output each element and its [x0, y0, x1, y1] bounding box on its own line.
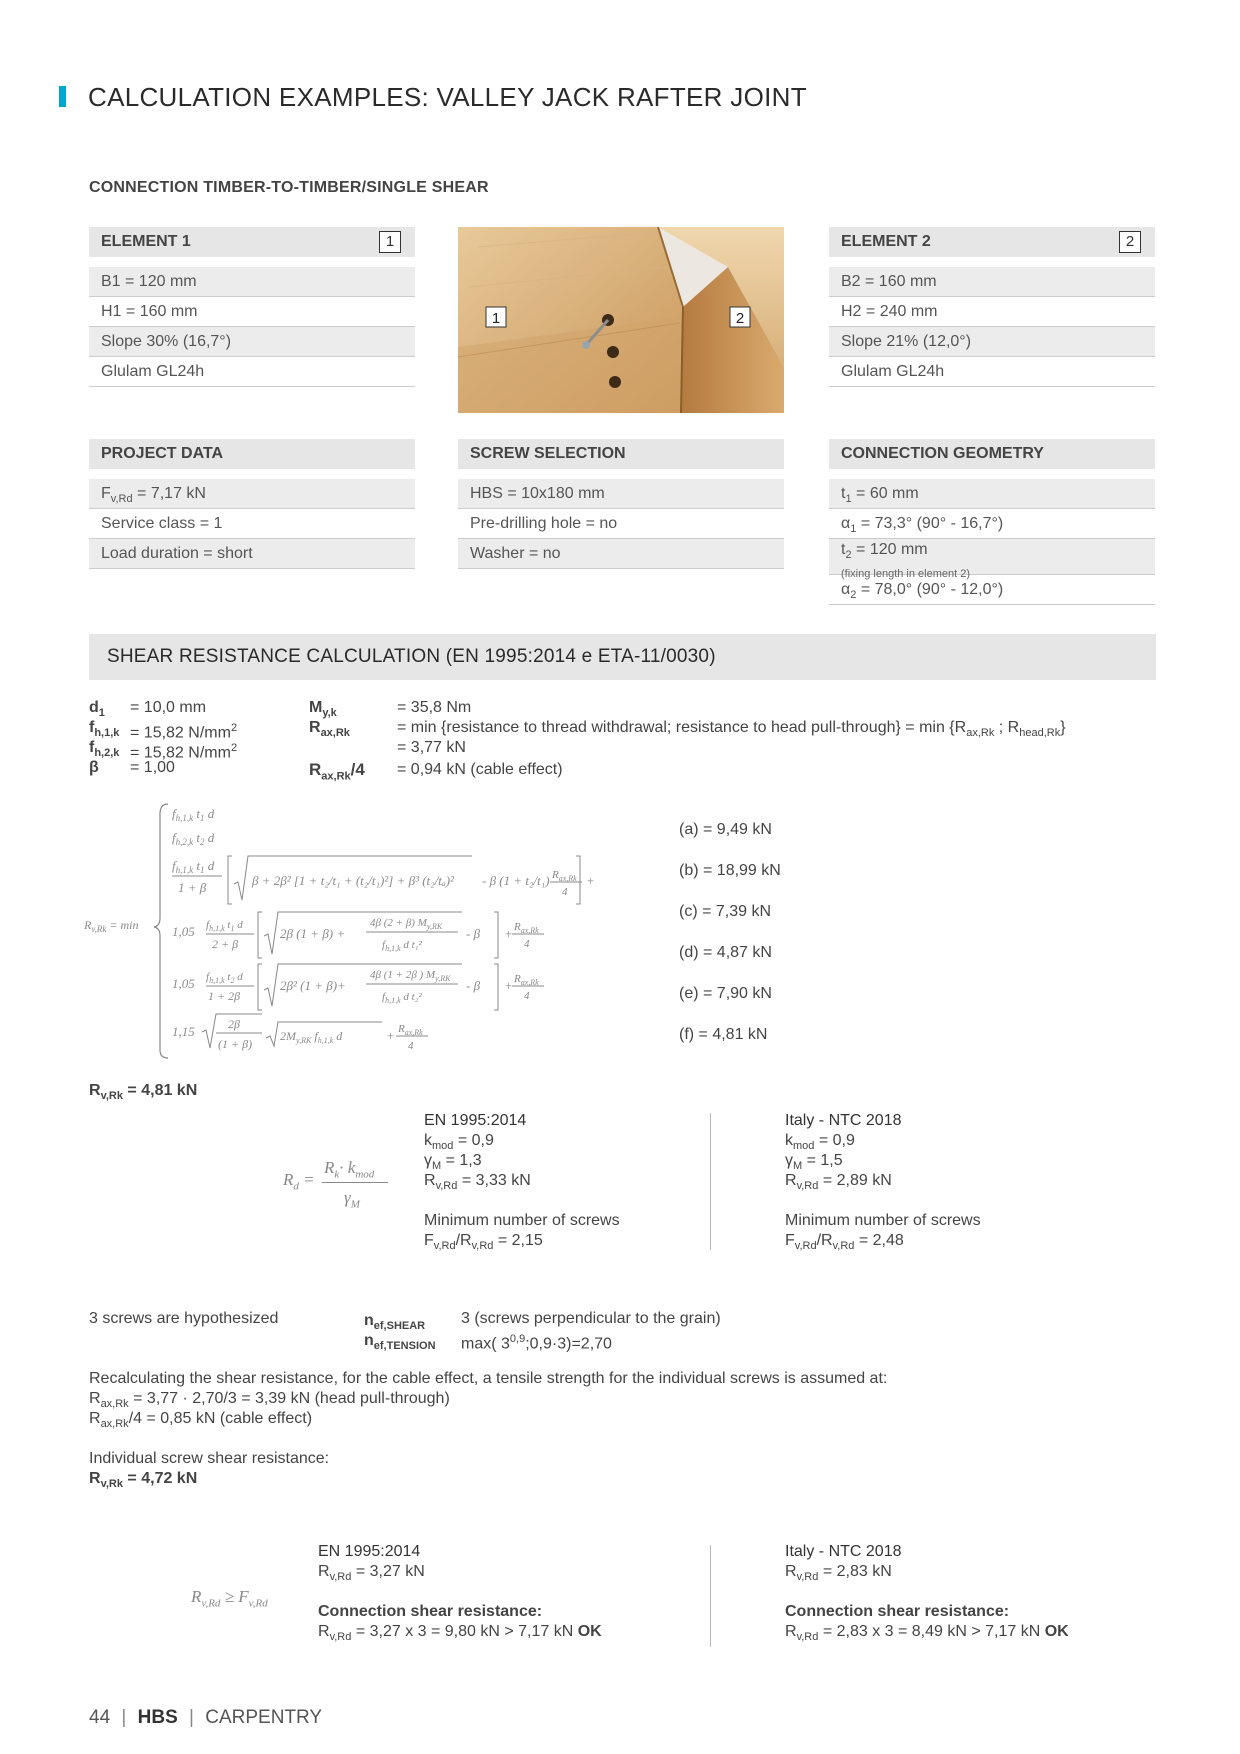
result-f: (f) = 4,81 kN: [679, 1026, 768, 1043]
screw-selection-panel: [458, 439, 784, 569]
svg-text:- β: - β: [466, 978, 481, 993]
svg-text:4: 4: [562, 886, 568, 898]
design1-en-min: Minimum number of screws: [424, 1212, 620, 1229]
param-beta-value: = 1,00: [130, 759, 175, 776]
svg-text:2β: 2β: [228, 1017, 240, 1031]
formula-mode-b: $f_{h,2,k}$ $t_2$ d: [172, 830, 215, 847]
svg-text:1,05: 1,05: [172, 924, 195, 939]
svg-text:fh,1,k t2 d: $f_{h,1,k}$ $t_2$ d: [206, 971, 243, 985]
param-my-value: = 35,8 Nm: [397, 699, 472, 716]
design2-en-conn: Connection shear resistance:: [318, 1603, 543, 1620]
joint-illustration: [458, 227, 784, 413]
element1-panel: [89, 227, 415, 387]
recalc-text: Recalculating the shear resistance, for the cable effect, a tensile strength for the individual screws is assumed at:: [89, 1370, 888, 1387]
joint-photo: [458, 227, 784, 413]
design2-it-check: $R_{v,Rd} = 2,83$ x 3 = 8,49 kN > 7,17 kN OK: [785, 1623, 1069, 1644]
design1-it-gm: $\gamma_M = 1,5$: [785, 1152, 843, 1173]
param-d1-value: = 10,0 mm: [130, 699, 207, 716]
svg-text:4: 4: [524, 990, 530, 1002]
svg-text:1 + β: 1 + β: [178, 880, 207, 895]
param-rax: $R_{ax,Rk}$: [309, 719, 350, 740]
footer-brand: HBS: [137, 1707, 178, 1728]
svg-text:2β (1 + β) +: 2β (1 + β) +: [280, 926, 346, 941]
design2-divider: [710, 1545, 711, 1647]
svg-text:4: 4: [408, 1040, 414, 1052]
element2-row: Glulam GL24h: [829, 357, 1155, 387]
formula-mode-d: [172, 912, 513, 958]
svg-text:Rax,Rk: $R_{ax,Rk}$: [514, 921, 539, 935]
svg-text:fh,1,k d t₂²: $f_{h,1,k}$ d t₂²: [382, 991, 422, 1005]
design1-it-ratio: $F_{v,Rd}/R_{v,Rd} = 2,48$: [785, 1232, 904, 1253]
param-fh2-value: = 15,82 $N/mm^2$: [130, 742, 238, 762]
element2-row: B2 = 160 mm: [829, 267, 1155, 297]
footer-section: CARPENTRY: [205, 1707, 323, 1728]
recalc-line1: $R_{ax,Rk} = 3,77 \cdot 2,70/3 = 3,39$ kN (head pull-through): [89, 1390, 450, 1411]
param-fh1-value: = 15,82 $N/mm^2$: [130, 722, 238, 742]
svg-text:(1 + β): (1 + β): [218, 1037, 253, 1051]
section-title-band: SHEAR RESISTANCE CALCULATION (EN 1995:2014 e ETA-11/0030): [89, 634, 1156, 680]
geometry-t2-row: $t_2 = 120$ mm (fixing length in element 2): [829, 539, 1155, 575]
title-accent-bar: [59, 86, 66, 107]
geometry-a1-row: $\alpha_1 = 73,3^\circ$ (90° - 16,7°): [829, 509, 1155, 539]
svg-text:fh,1,k t1 d: $f_{h,1,k}$ $t_1$ d: [172, 858, 215, 875]
svg-text:4β (1 + 2β ) My,RK: 4β (1 + 2β ) $M_{y,RK}$: [370, 969, 451, 983]
project-force-row: $F_{v,Rd} = 7,17$ kN: [89, 479, 415, 509]
design1-it-kmod: $k_{mod} = 0,9$: [785, 1132, 855, 1153]
svg-text:- β: - β: [466, 926, 481, 941]
element2-row: H2 = 240 mm: [829, 297, 1155, 327]
hypothesis-text: 3 screws are hypothesized: [89, 1310, 279, 1327]
rvrk-result: $R_{v,Rk} = 4,81$ kN: [89, 1082, 198, 1103]
param-beta: β: [89, 759, 99, 776]
svg-text:+: +: [504, 926, 513, 941]
element1-row: H1 = 160 mm: [89, 297, 415, 327]
formula-cable-terms: [396, 869, 582, 1052]
failure-mode-formula: [82, 800, 602, 1060]
param-rax-value-2: = 3,77 kN: [397, 739, 466, 756]
design1-en-rvrd: $R_{v,Rd} = 3,33$ kN: [424, 1172, 531, 1193]
screw-selection-header: SCREW SELECTION: [458, 439, 784, 469]
photo-label-2: 2: [735, 310, 745, 327]
element1-row: Slope 30% (16,7°): [89, 327, 415, 357]
design2-it-conn: Connection shear resistance:: [785, 1603, 1010, 1620]
nef-tension-value: max( $3^{0,9};0,9\cdot 3)=2,70$: [461, 1333, 612, 1353]
element1-header: ELEMENT 1 1: [89, 227, 415, 257]
param-rax-value: = min {resistance to thread withdrawal; resistance to head pull-through} = $\min \{R_{ax,Rk}$ ; $R_{head,Rk}$}: [397, 719, 1066, 740]
design1-lhs: $R_d$ =: [283, 1170, 315, 1193]
project-data-panel: [89, 439, 415, 569]
nef-shear-value: 3 (screws perpendicular to the grain): [461, 1310, 721, 1327]
svg-text:Rax,Rk: $R_{ax,Rk}$: [514, 973, 539, 987]
individual-result: $R_{v,Rk} = 4,72$ kN: [89, 1470, 198, 1491]
element2-header: ELEMENT 2 2: [829, 227, 1155, 257]
svg-text:fh,1,k d t₁²: $f_{h,1,k}$ d t₁²: [382, 939, 422, 953]
nef-shear-label: $n_{ef,SHEAR}$: [364, 1312, 426, 1333]
geometry-a2-row: $\alpha_2 = 78,0^\circ$ (90° - 12,0°): [829, 575, 1155, 605]
screw-row: Washer = no: [458, 539, 784, 569]
param-fh2: $f_{h,2,k}$: [89, 739, 120, 760]
design1-en-kmod: $k_{mod} = 0,9$: [424, 1132, 494, 1153]
param-fh1: $f_{h,1,k}$: [89, 719, 120, 740]
element1-number: 1: [379, 231, 401, 253]
element1-row: Glulam GL24h: [89, 357, 415, 387]
screw-row: HBS = 10x180 mm: [458, 479, 784, 509]
svg-text:Rax,Rk: $R_{ax,Rk}$: [398, 1023, 423, 1037]
geometry-t2-note: (fixing length in element 2): [841, 568, 971, 581]
element1-row: B1 = 120 mm: [89, 267, 415, 297]
formula-mode-a: $f_{h,1,k}$ $t_1$ d: [172, 806, 215, 823]
element2-row: Slope 21% (12,0°): [829, 327, 1155, 357]
formula-mode-f: [172, 1014, 395, 1051]
result-d: (d) = 4,87 kN: [679, 944, 772, 961]
svg-text:+: +: [586, 873, 595, 888]
svg-text:1,05: 1,05: [172, 976, 195, 991]
screw-row: Pre-drilling hole = no: [458, 509, 784, 539]
design2-it-rvrd: $R_{v,Rd} = 2,83$ kN: [785, 1563, 892, 1584]
svg-text:+: +: [386, 1028, 395, 1043]
svg-text:4β (2 + β) My,RK: 4β (2 + β) $M_{y,RK}$: [370, 917, 443, 931]
formula-mode-e: [172, 964, 513, 1010]
page-number: 44: [89, 1707, 111, 1728]
page-footer: 44 | HBS | CARPENTRY: [89, 1707, 323, 1728]
design1-en-title: EN 1995:2014: [424, 1112, 527, 1129]
geometry-t1-row: $t_1 = 60$ mm: [829, 479, 1155, 509]
result-a: (a) = 9,49 kN: [679, 821, 772, 838]
svg-text:4: 4: [524, 938, 530, 950]
design2-en-rvrd: $R_{v,Rd} = 3,27$ kN: [318, 1563, 425, 1584]
svg-text:+: +: [504, 978, 513, 993]
design1-it-title: Italy - NTC 2018: [785, 1112, 902, 1129]
svg-text:β + 2β² [1 + t₂/t₁ + (t₂/t₁)²]: β + 2β² [1 + t₂/t₁ + (t₂/t₁)²] + β³ (t₂/tₐ)²: [252, 873, 454, 888]
page-title: CALCULATION EXAMPLES: VALLEY JACK RAFTER JOINT: [88, 82, 807, 112]
page-subtitle: CONNECTION TIMBER-TO-TIMBER/SINGLE SHEAR: [89, 179, 489, 196]
design2-inequality: $R_{v,Rd} \ge F_{v,Rd}$: [191, 1587, 268, 1610]
design1-fraction-line: [322, 1182, 388, 1183]
element2-number: 2: [1119, 231, 1141, 253]
param-d1: $d_1$: [89, 699, 105, 720]
design1-denominator: $\gamma_M$: [344, 1188, 360, 1211]
svg-text:1 + 2β: 1 + 2β: [208, 989, 241, 1003]
param-rax4-value: = 0,94 kN (cable effect): [397, 761, 563, 778]
design2-it-title: Italy - NTC 2018: [785, 1543, 902, 1560]
connection-geometry-header: CONNECTION GEOMETRY: [829, 439, 1155, 469]
svg-text:Rax,Rk: $R_{ax,Rk}$: [552, 869, 577, 883]
nef-tension-label: $n_{ef,TENSION}$: [364, 1332, 436, 1353]
svg-text:1,15: 1,15: [172, 1024, 195, 1039]
svg-text:fh,1,k t1 d: $f_{h,1,k}$ $t_1$ d: [206, 919, 243, 933]
project-data-header: PROJECT DATA: [89, 439, 415, 469]
param-rax4: $R_{ax,Rk}/4$: [309, 760, 365, 783]
photo-label-1: 1: [491, 310, 501, 327]
design2-en-check: $R_{v,Rd} = 3,27$ x 3 = 9,80 kN > 7,17 kN OK: [318, 1623, 602, 1644]
param-my: $M_{y,k}$: [309, 699, 337, 720]
design1-divider: [710, 1113, 711, 1250]
svg-text:- β (1 + t₂/t₁): - β (1 + t₂/t₁): [482, 873, 550, 888]
svg-text:2 + β: 2 + β: [212, 937, 239, 951]
formula-lhs: $R_{v,Rk} = \min$: [84, 918, 139, 934]
design1-en-ratio: $F_{v,Rd}/R_{v,Rd} = 2,15$: [424, 1232, 543, 1253]
result-e: (e) = 7,90 kN: [679, 985, 772, 1002]
design1-it-min: Minimum number of screws: [785, 1212, 981, 1229]
svg-text:2My,RK fh,1,k d: $2M_{y,RK}$ $f_{h,1,k}$ d: [280, 1029, 343, 1045]
formula-mode-c: [172, 856, 595, 904]
design1-it-rvrd: $R_{v,Rd} = 2,89$ kN: [785, 1172, 892, 1193]
connection-geometry-panel: [829, 439, 1155, 605]
design1-numerator: $R_k\cdot k_{mod}$: [324, 1158, 375, 1181]
element2-panel: [829, 227, 1155, 387]
project-service-row: Service class = 1: [89, 509, 415, 539]
result-b: (b) = 18,99 kN: [679, 862, 781, 879]
design2-en-title: EN 1995:2014: [318, 1543, 421, 1560]
project-load-row: Load duration = short: [89, 539, 415, 569]
svg-text:2β² (1 + β)+: 2β² (1 + β)+: [280, 978, 346, 993]
individual-text: Individual screw shear resistance:: [89, 1450, 330, 1467]
result-c: (c) = 7,39 kN: [679, 903, 772, 920]
design1-en-gm: $\gamma_M = 1,3$: [424, 1152, 482, 1173]
recalc-line2: $R_{ax,Rk}/4 = 0,85$ kN (cable effect): [89, 1410, 313, 1431]
